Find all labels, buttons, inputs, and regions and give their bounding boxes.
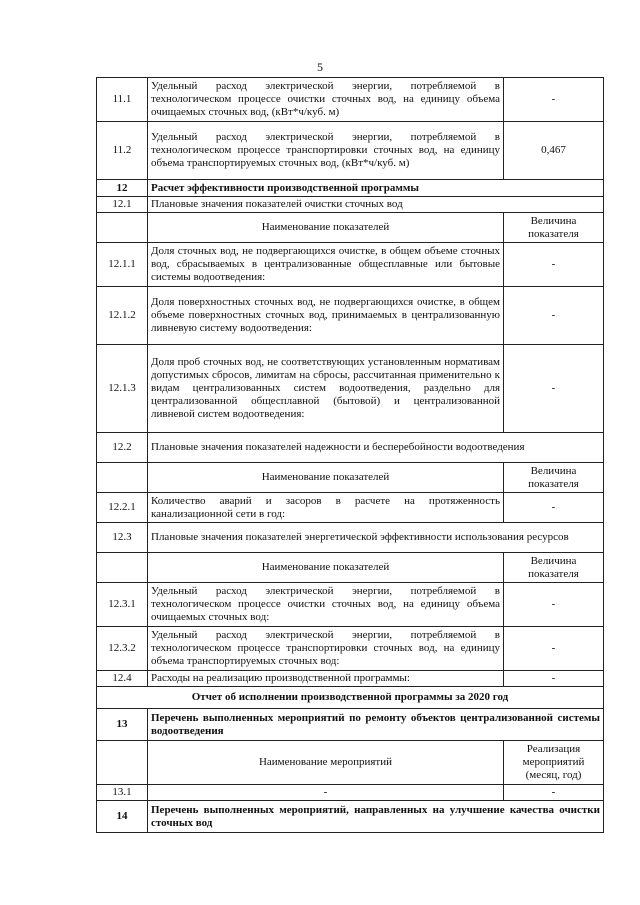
row-text: Доля поверхностных сточных вод, не подвергающихся очистке, в общем объеме поверхностных сточных вод, принимаемых в централизованную ливневую систему водоотведения: <box>148 287 504 345</box>
table-header-row <box>97 463 604 493</box>
header-name: Наименование показателей <box>148 463 504 493</box>
row-value: 0,467 <box>504 122 604 180</box>
report-title-row <box>97 687 604 709</box>
row-text: Удельный расход электрической энергии, потребляемой в технологическом процессе очистки сточных вод, на единицу объема очищаемых сточных вод, (кВт*ч/куб. м) <box>148 78 504 122</box>
header-value: Реализация мероприятий (месяц, год) <box>504 741 604 785</box>
row-value: - <box>504 583 604 627</box>
header-name: Наименование показателей <box>148 553 504 583</box>
section-number: 12 <box>97 180 148 197</box>
subsection-row <box>97 197 604 213</box>
row-number: 12.1.3 <box>97 345 148 433</box>
row-number: 11.1 <box>97 78 148 122</box>
row-text: Количество аварий и засоров в расчете на протяженность канализационной сети в год: <box>148 493 504 523</box>
empty-cell <box>97 553 148 583</box>
table-header-row <box>97 741 604 785</box>
row-value: - <box>504 493 604 523</box>
row-number: 12.3.2 <box>97 627 148 671</box>
section-row <box>97 709 604 741</box>
row-value: - <box>504 785 604 801</box>
section-title: Расчет эффективности производственной программы <box>148 180 604 197</box>
subsection-number: 12.2 <box>97 433 148 463</box>
table-row <box>97 243 604 287</box>
report-title: Отчет об исполнении производственной программы за 2020 год <box>97 687 604 709</box>
table-header-row <box>97 553 604 583</box>
subsection-title: Плановые значения показателей надежности и бесперебойности водоотведения <box>148 433 604 463</box>
production-program-table <box>96 77 604 833</box>
row-number: 12.1.2 <box>97 287 148 345</box>
row-value: - <box>504 671 604 687</box>
subsection-number: 12.1 <box>97 197 148 213</box>
section-row <box>97 801 604 833</box>
row-number: 13.1 <box>97 785 148 801</box>
header-name: Наименование мероприятий <box>148 741 504 785</box>
table-row <box>97 345 604 433</box>
row-text: Расходы на реализацию производственной программы: <box>148 671 504 687</box>
row-value: - <box>504 345 604 433</box>
subsection-title: Плановые значения показателей энергетической эффективности использования ресурсов <box>148 523 604 553</box>
section-number: 13 <box>97 709 148 741</box>
row-text: Удельный расход электрической энергии, потребляемой в технологическом процессе очистки сточных вод, на единицу объема очищаемых сточных вод: <box>148 583 504 627</box>
row-text: Доля сточных вод, не подвергающихся очистке, в общем объеме сточных вод, сбрасываемых в централизованные общесплавные или бытовые системы водоотведения: <box>148 243 504 287</box>
row-number: 12.4 <box>97 671 148 687</box>
subsection-row <box>97 523 604 553</box>
header-value: Величина показателя <box>504 553 604 583</box>
row-value: - <box>504 78 604 122</box>
table-row <box>97 287 604 345</box>
row-number: 12.2.1 <box>97 493 148 523</box>
table-row <box>97 493 604 523</box>
empty-cell <box>97 463 148 493</box>
row-number: 12.3.1 <box>97 583 148 627</box>
table-row <box>97 78 604 122</box>
row-value: - <box>504 287 604 345</box>
header-value: Величина показателя <box>504 463 604 493</box>
header-name: Наименование показателей <box>148 213 504 243</box>
table-row <box>97 122 604 180</box>
subsection-number: 12.3 <box>97 523 148 553</box>
section-title: Перечень выполненных мероприятий, направленных на улучшение качества очистки сточных вод <box>148 801 604 833</box>
row-value: - <box>504 627 604 671</box>
row-number: 11.2 <box>97 122 148 180</box>
section-title: Перечень выполненных мероприятий по ремонту объектов централизованной системы водоотведения <box>148 709 604 741</box>
row-value: - <box>504 243 604 287</box>
header-value: Величина показателя <box>504 213 604 243</box>
table-header-row <box>97 213 604 243</box>
page-number: 5 <box>317 60 323 74</box>
row-text: Удельный расход электрической энергии, потребляемой в технологическом процессе транспортировки сточных вод, на единицу объема транспортируемых сточных вод, (кВт*ч/куб. м) <box>148 122 504 180</box>
table-row <box>97 671 604 687</box>
row-number: 12.1.1 <box>97 243 148 287</box>
table-row <box>97 627 604 671</box>
row-text: Доля проб сточных вод, не соответствующих установленным нормативам допустимых сбросов, лимитам на сбросы, рассчитанная применительно к видам централизованных систем водоотведения, раздельно для централизованной общесплавной (бытовой) и централизованной ливневой систем водоотведения: <box>148 345 504 433</box>
section-number: 14 <box>97 801 148 833</box>
table-row <box>97 583 604 627</box>
subsection-row <box>97 433 604 463</box>
row-text: - <box>148 785 504 801</box>
section-row <box>97 180 604 197</box>
empty-cell <box>97 213 148 243</box>
empty-cell <box>97 741 148 785</box>
subsection-title: Плановые значения показателей очистки сточных вод <box>148 197 604 213</box>
table-row <box>97 785 604 801</box>
row-text: Удельный расход электрической энергии, потребляемой в технологическом процессе транспортировки сточных вод, на единицу объема транспортируемых сточных вод: <box>148 627 504 671</box>
